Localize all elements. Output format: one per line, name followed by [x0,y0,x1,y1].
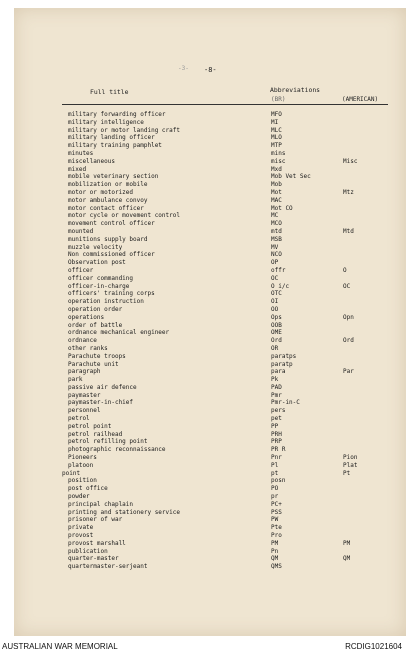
full-title-cell: operations [68,313,105,321]
british-abbreviation-cell: QM [271,555,279,563]
full-title-cell: paragraph [68,368,101,376]
list-item [0,446,406,454]
column-header-british: (BR) [271,96,286,103]
full-title-cell: Non commissioned officer [68,251,155,259]
british-abbreviation-cell: pr [271,493,279,501]
list-item [0,392,406,400]
british-abbreviation-cell: MC [271,212,279,220]
british-abbreviation-cell: OR [271,344,279,352]
british-abbreviation-cell: MTP [271,142,282,150]
british-abbreviation-cell: PW [271,516,279,524]
british-abbreviation-cell: Pro [271,532,282,540]
full-title-cell: Parachute troops [68,352,126,360]
full-title-cell: movement control officer [68,220,155,228]
british-abbreviation-cell: MLC [271,126,282,134]
full-title-cell: mounted [68,227,94,235]
full-title-cell: prisoner of war [68,516,123,524]
full-title-cell: military training pamphlet [68,142,162,150]
american-abbreviation-cell: Misc [343,157,358,165]
full-title-cell: operation order [68,305,123,313]
british-abbreviation-cell: Pn [271,547,279,555]
full-title-cell: mixed [68,165,87,173]
full-title-cell: officer-in-charge [68,282,130,290]
full-title-cell: munitions supply board [68,235,148,243]
list-item [0,189,406,197]
footer-reference-id: RCDIG1021604 [345,642,402,651]
british-abbreviation-cell: para [271,368,286,376]
full-title-cell: officer [68,266,94,274]
list-item [0,493,406,501]
full-title-cell: operation instruction [68,298,144,306]
full-title-cell: quartermaster-serjeant [68,563,148,571]
full-title-cell: Parachute unit [68,360,119,368]
british-abbreviation-cell: PRH [271,430,282,438]
british-abbreviation-cell: Ord [271,337,282,345]
british-abbreviation-cell: paratp [271,360,293,368]
list-item [0,431,406,439]
list-item [0,173,406,181]
british-abbreviation-cell: mtd [271,227,282,235]
british-abbreviation-cell: MSB [271,235,282,243]
american-abbreviation-cell: QM [343,555,351,563]
british-abbreviation-cell: OI [271,298,279,306]
list-item [0,337,406,345]
list-item [0,353,406,361]
list-item [0,220,406,228]
abbreviation-list [0,111,406,571]
list-item [0,470,406,478]
british-abbreviation-cell: PAD [271,383,282,391]
british-abbreviation-cell: MV [271,243,279,251]
british-abbreviation-cell: PC+ [271,500,282,508]
british-abbreviation-cell: PO [271,485,279,493]
list-item [0,501,406,509]
american-abbreviation-cell: Pion [343,454,358,462]
list-item [0,415,406,423]
british-abbreviation-cell: Ops [271,313,282,321]
british-abbreviation-cell: Pmr [271,391,282,399]
list-item [0,314,406,322]
british-abbreviation-cell: Pmr-in-C [271,399,300,407]
list-item [0,509,406,517]
british-abbreviation-cell: Pl [271,461,279,469]
list-item [0,181,406,189]
column-header-american: (AMERICAN) [342,96,379,103]
list-item [0,119,406,127]
list-item [0,228,406,236]
full-title-cell: provost [68,532,94,540]
column-header-abbreviations: Abbreviations [270,86,321,94]
full-title-cell: military or motor landing craft [68,126,180,134]
list-item [0,532,406,540]
full-title-cell: paymaster-in-chief [68,399,134,407]
british-abbreviation-cell: mins [271,149,286,157]
american-abbreviation-cell: Mtz [343,188,354,196]
list-item [0,485,406,493]
full-title-cell: minutes [68,149,94,157]
list-item [0,236,406,244]
list-item [0,134,406,142]
list-item [0,127,406,135]
american-abbreviation-cell: Mtd [343,227,354,235]
full-title-cell: point [62,469,81,477]
full-title-cell: ordnance [68,337,97,345]
list-item [0,516,406,524]
full-title-cell: petrol refilling point [68,438,148,446]
full-title-cell: other ranks [68,344,108,352]
list-item [0,540,406,548]
british-abbreviation-cell: OP [271,259,279,267]
full-title-cell: motor or motorized [68,188,134,196]
list-item [0,290,406,298]
full-title-cell: officer commanding [68,274,134,282]
full-title-cell: motor ambulance convoy [68,196,148,204]
british-abbreviation-cell: O i/c [271,282,290,290]
list-item [0,361,406,369]
british-abbreviation-cell: NCO [271,251,282,259]
list-item [0,524,406,532]
full-title-cell: petrol railhead [68,430,123,438]
british-abbreviation-cell: Mob [271,181,282,189]
list-item [0,212,406,220]
british-abbreviation-cell: PSS [271,508,282,516]
list-item [0,298,406,306]
full-title-cell: muzzle velocity [68,243,123,251]
footer-source: AUSTRALIAN WAR MEMORIAL [2,642,118,651]
list-item [0,368,406,376]
full-title-cell: paymaster [68,391,101,399]
list-item [0,454,406,462]
full-title-cell: petrol [68,415,90,423]
american-abbreviation-cell: Plat [343,461,358,469]
list-item [0,111,406,119]
british-abbreviation-cell: offr [271,266,286,274]
british-abbreviation-cell: Pk [271,376,279,384]
full-title-cell: provost marshall [68,539,126,547]
british-abbreviation-cell: misc [271,157,286,165]
faint-page-mark: -3- [178,65,189,72]
list-item [0,477,406,485]
full-title-cell: military intelligence [68,118,144,126]
british-abbreviation-cell: Mxd [271,165,282,173]
british-abbreviation-cell: PM [271,539,279,547]
full-title-cell: officers' training corps [68,290,155,298]
full-title-cell: personnel [68,407,101,415]
full-title-cell: petrol point [68,422,112,430]
british-abbreviation-cell: OOB [271,321,282,329]
british-abbreviation-cell: posn [271,477,286,485]
full-title-cell: motor contact officer [68,204,144,212]
full-title-cell: military forwarding officer [68,111,166,118]
full-title-cell: miscellaneous [68,157,115,165]
full-title-cell: principal chaplain [68,500,134,508]
full-title-cell: mobilization or mobile [68,181,148,189]
british-abbreviation-cell: OME [271,329,282,337]
full-title-cell: park [68,376,83,384]
list-item [0,158,406,166]
full-title-cell: order of battle [68,321,123,329]
list-item [0,150,406,158]
list-item [0,555,406,563]
full-title-cell: printing and stationery service [68,508,180,516]
column-header-full-title: Full title [90,88,129,96]
full-title-cell: mobile veterinary section [68,173,159,181]
british-abbreviation-cell: OTC [271,290,282,298]
american-abbreviation-cell: O [343,266,347,274]
american-abbreviation-cell: Opn [343,313,354,321]
american-abbreviation-cell: OC [343,282,351,290]
list-item [0,197,406,205]
full-title-cell: ordnance mechanical engineer [68,329,170,337]
header-rule [62,104,388,105]
full-title-cell: military landing officer [68,134,155,142]
list-item [0,142,406,150]
full-title-cell: post office [68,485,108,493]
british-abbreviation-cell: MCO [271,220,282,228]
list-item [0,275,406,283]
british-abbreviation-cell: OC [271,274,279,282]
british-abbreviation-cell: MAC [271,196,282,204]
list-item [0,548,406,556]
british-abbreviation-cell: Mot [271,188,282,196]
list-item [0,259,406,267]
full-title-cell: powder [68,493,90,501]
list-item [0,329,406,337]
british-abbreviation-cell: pt [271,469,279,477]
british-abbreviation-cell: pet [271,415,282,423]
list-item [0,283,406,291]
british-abbreviation-cell: MLO [271,134,282,142]
british-abbreviation-cell: Mob Vet Sec [271,173,311,181]
american-abbreviation-cell: Par [343,368,354,376]
british-abbreviation-cell: MI [271,118,279,126]
british-abbreviation-cell: Pnr [271,454,282,462]
list-item [0,205,406,213]
list-item [0,438,406,446]
full-title-cell: Pioneers [68,454,97,462]
list-item [0,166,406,174]
full-title-cell: position [68,477,97,485]
list-item [0,384,406,392]
british-abbreviation-cell: pers [271,407,286,415]
list-item [0,563,406,571]
full-title-cell: publication [68,547,108,555]
american-abbreviation-cell: PM [343,539,351,547]
list-item [0,399,406,407]
american-abbreviation-cell: Pt [343,469,351,477]
british-abbreviation-cell: paratps [271,352,297,360]
british-abbreviation-cell: MFO [271,111,282,118]
british-abbreviation-cell: PRP [271,438,282,446]
british-abbreviation-cell: PP [271,422,279,430]
archive-footer [0,638,406,654]
list-item [0,267,406,275]
list-item [0,306,406,314]
british-abbreviation-cell: OO [271,305,279,313]
list-item [0,462,406,470]
full-title-cell: motor cycle or movement control [68,212,180,220]
list-item [0,407,406,415]
full-title-cell: private [68,524,94,532]
british-abbreviation-cell: Pte [271,524,282,532]
list-item [0,322,406,330]
list-item [0,345,406,353]
list-item [0,423,406,431]
full-title-cell: platoon [68,461,94,469]
full-title-cell: passive air defence [68,383,137,391]
page-number: -8- [204,66,217,74]
list-item [0,244,406,252]
list-item [0,376,406,384]
full-title-cell: Observation post [68,259,126,267]
american-abbreviation-cell: Ord [343,337,354,345]
list-item [0,251,406,259]
british-abbreviation-cell: Mot CO [271,204,293,212]
full-title-cell: quarter-master [68,555,119,563]
british-abbreviation-cell: PR R [271,446,286,454]
british-abbreviation-cell: QMS [271,563,282,571]
full-title-cell: photographic reconnaissance [68,446,166,454]
